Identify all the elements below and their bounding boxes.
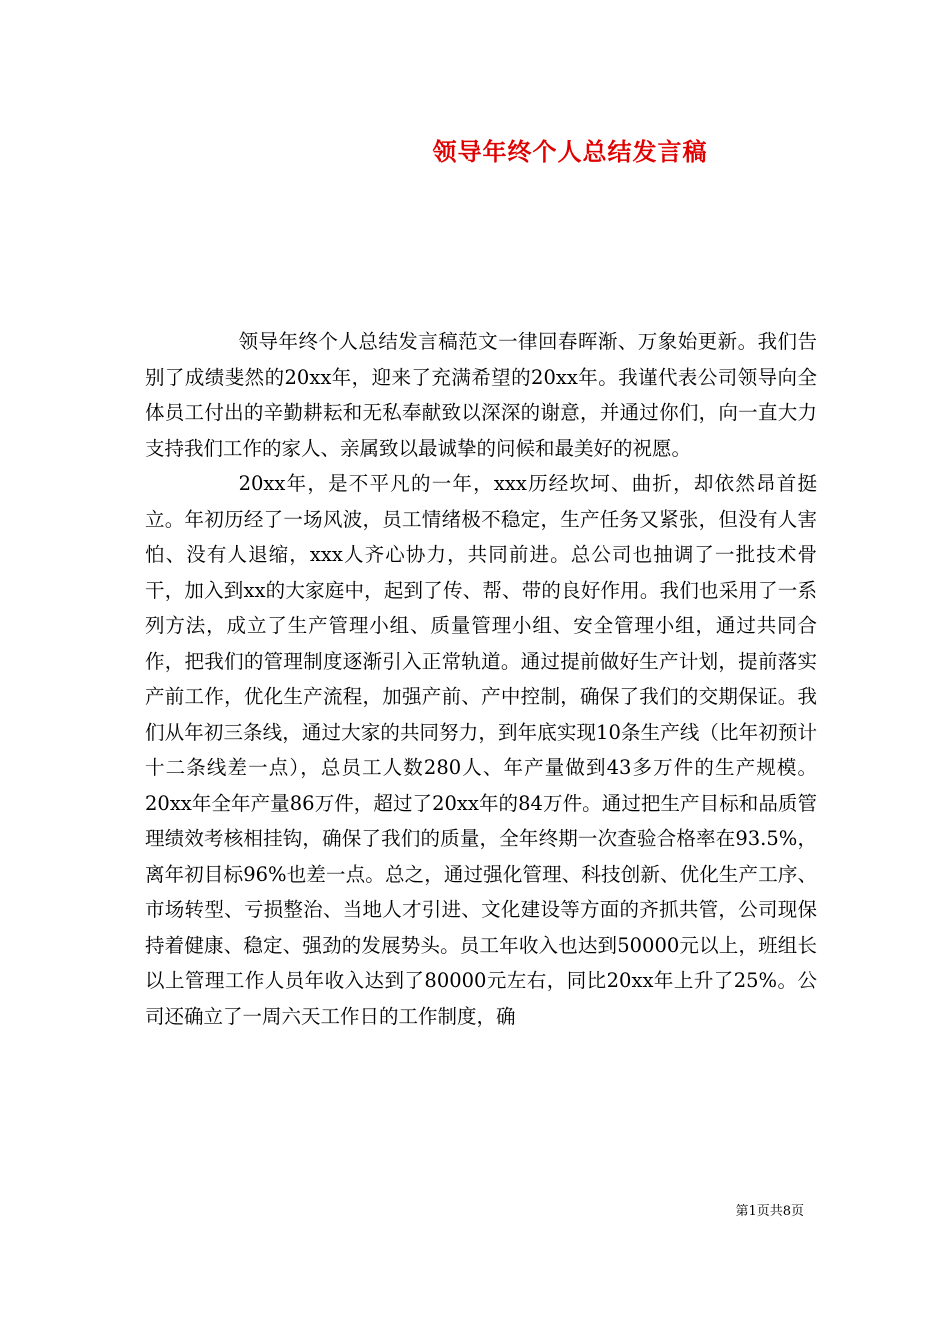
paragraph-1: 领导年终个人总结发言稿范文一律回春晖渐、万象始更新。我们告别了成绩斐然的20xx年，迎来了充满希望的20xx年。我谨代表公司领导向全体员工付出的辛勤耕耘和无私奉献致以深深的谢意，并通过你们，向一直大力支持我们工作的家人、亲属致以最诚挚的问候和最美好的祝愿。 (145, 330, 817, 460)
document-title: 领导年终个人总结发言稿 (432, 138, 708, 166)
paragraph-2: 20xx年，是不平凡的一年，xxx历经坎坷、曲折，却依然昂首挺立。年初历经了一场风波，员工情绪极不稳定，生产任务又紧张，但没有人害怕、没有人退缩，xxx人齐心协力，共同前进。总公司也抽调了一批技术骨干，加入到xx的大家庭中，起到了传、帮、带的良好作用。我们也采用了一系列方法，成立了生产管理小组、质量管理小组、安全管理小组，通过共同合作，把我们的管理制度逐渐引入正常轨道。通过提前做好生产计划，提前落实产前工作，优化生产流程，加强产前、产中控制，确保了我们的交期保证。我们从年初三条线，通过大家的共同努力，到年底实现10条生产线（比年初预计十二条线差一点），总员工人数280人、年产量做到43多万件的生产规模。20xx年全年产量86万件，超过了20xx年的84万件。通过把生产目标和品质管理绩效考核相挂钩，确保了我们的质量，全年终期一次查验合格率在93.5%，离年初目标96%也差一点。总之，通过强化管理、科技创新、优化生产工序、市场转型、亏损整治、当地人才引进、文化建设等方面的齐抓共管，公司现保持着健康、稳定、强劲的发展势头。员工年收入也达到50000元以上，班组长以上管理工作人员年收入达到了80000元左右，同比20xx年上升了25%。公司还确立了一周六天工作日的工作制度，确 (145, 472, 817, 1028)
document-body (145, 324, 817, 1034)
page-footer: 第1页共8页 (735, 1204, 804, 1219)
